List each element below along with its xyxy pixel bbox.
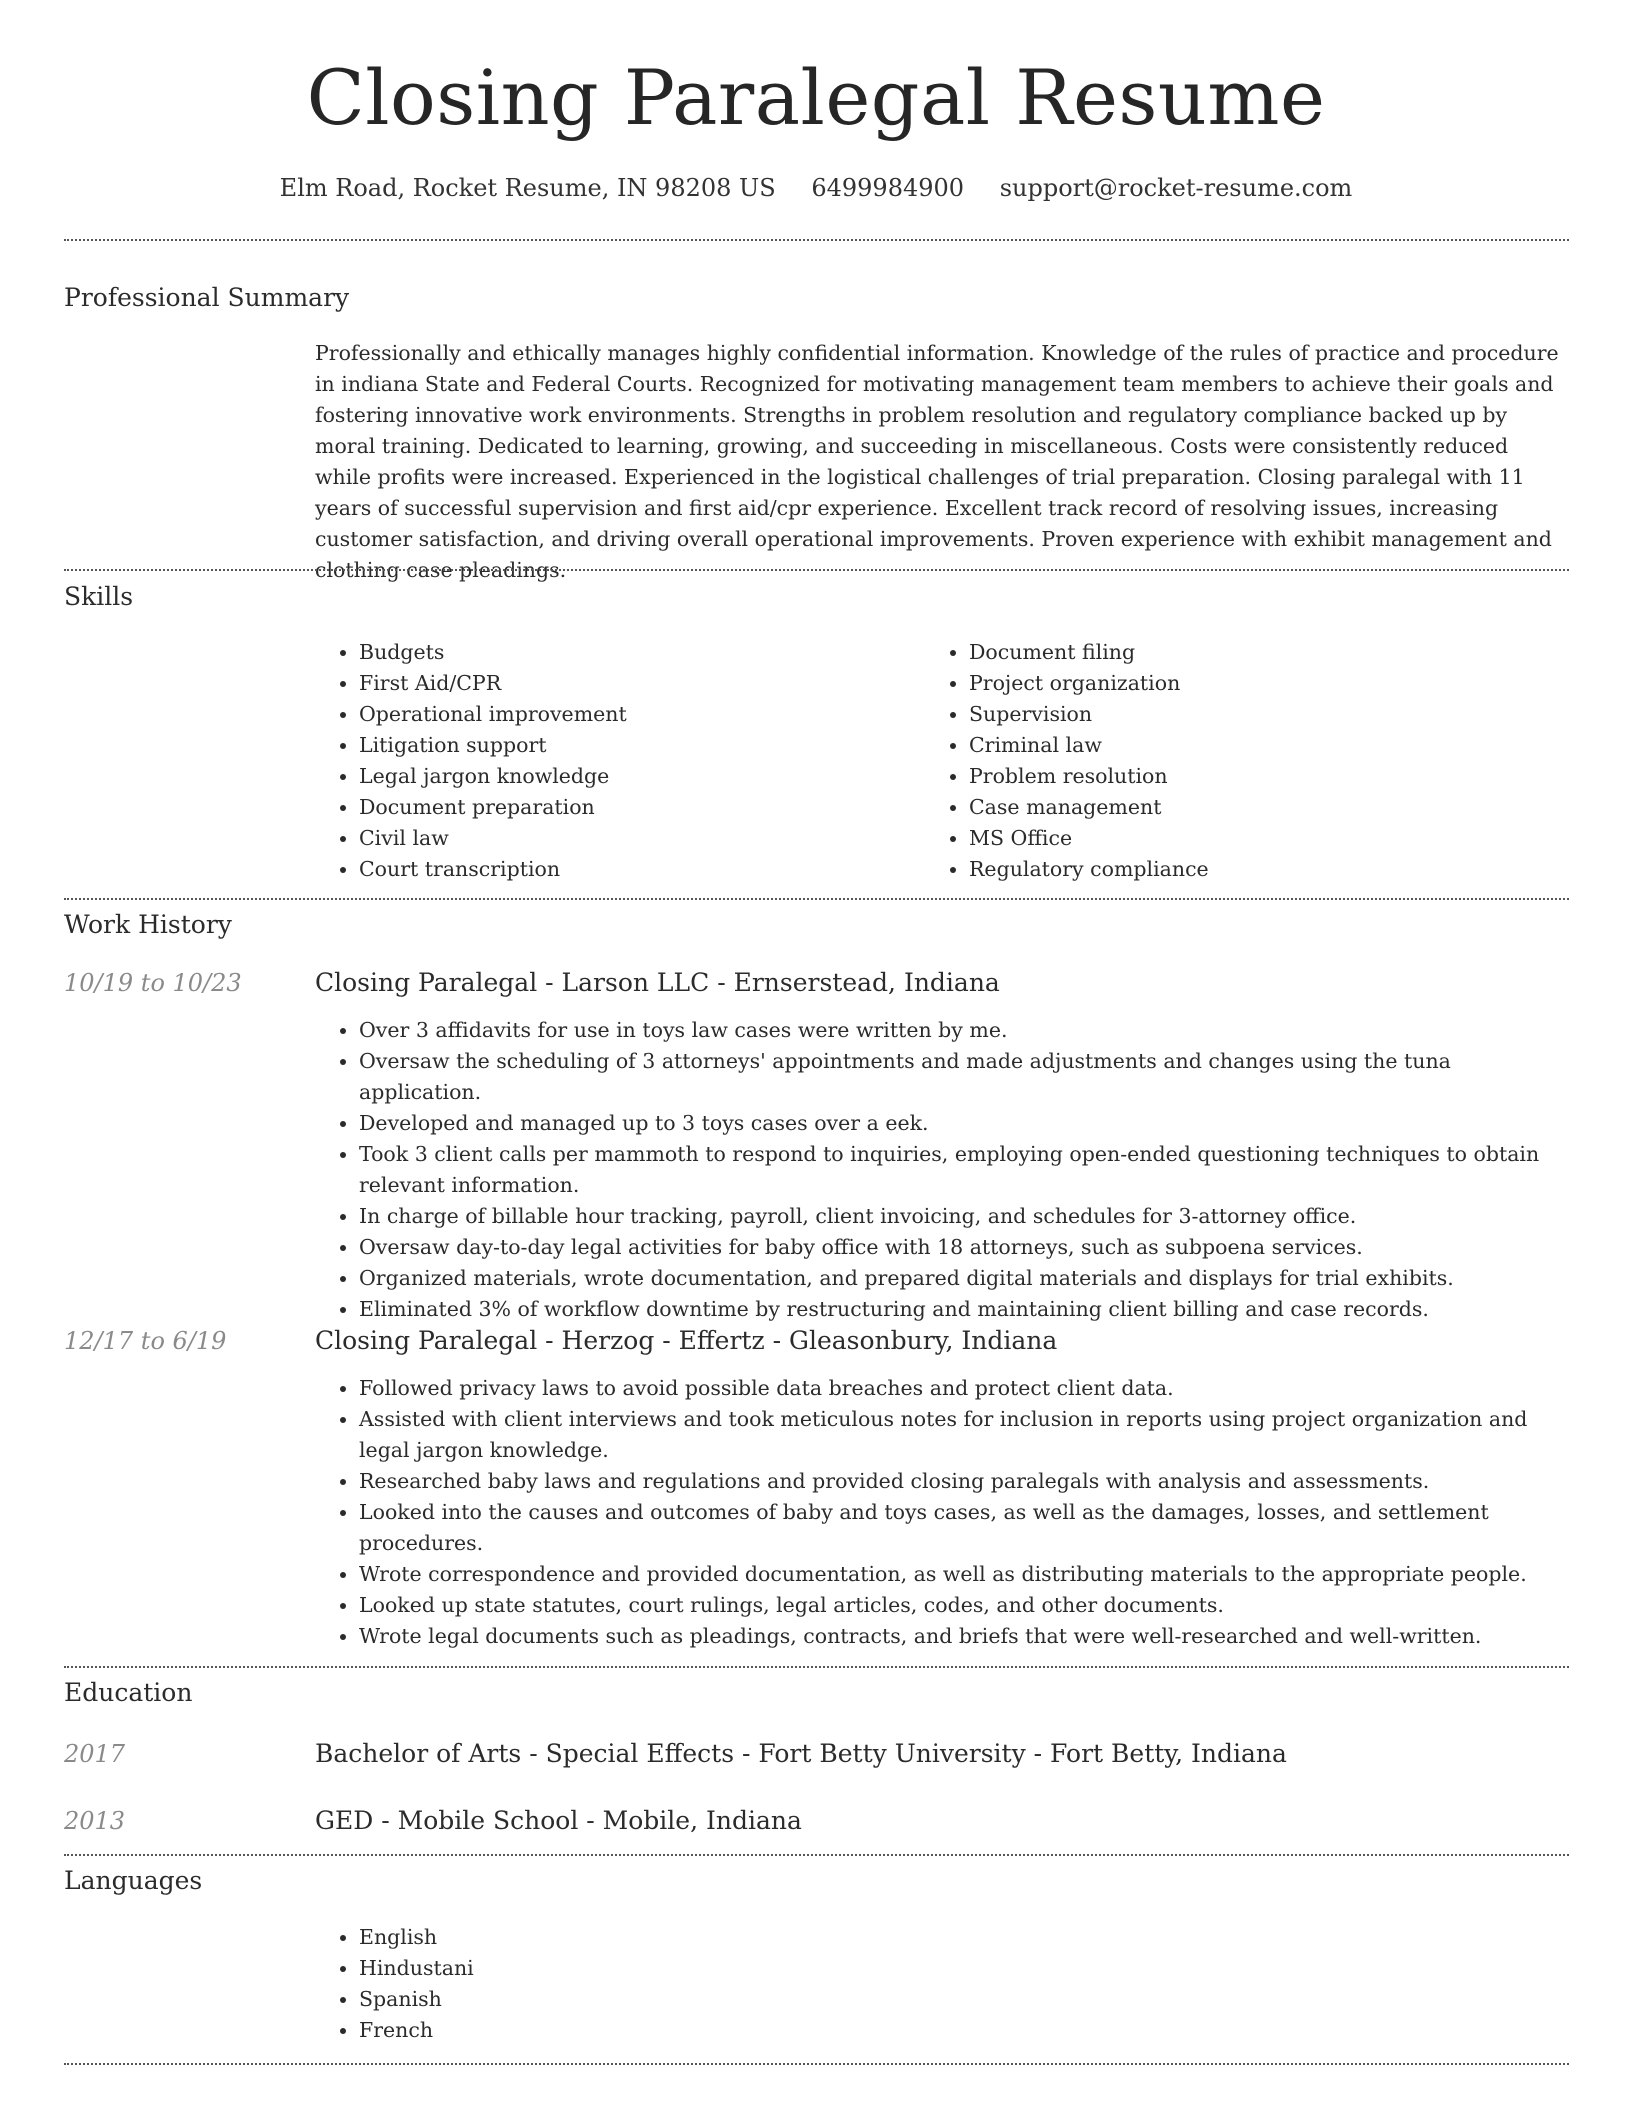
job-bullets (315, 1015, 1570, 1325)
list-item: • Oversaw the scheduling of 3 attorneys' appointments and made adjustments and changes using the tuna application. (359, 1046, 1570, 1108)
section-title-summary: Professional Summary (64, 283, 350, 312)
job-bullets (315, 1373, 1570, 1652)
skill-item: • Problem resolution (969, 761, 1525, 792)
list-item: • Organized materials, wrote documentation, and prepared digital materials and displays for trial exhibits. (359, 1263, 1570, 1294)
page-title: Closing Paralegal Resume (306, 53, 1326, 142)
list-item: • Developed and managed up to 3 toys cases over a eek. (359, 1108, 1570, 1139)
skill-item: • Supervision (969, 699, 1525, 730)
list-item: • Looked into the causes and outcomes of baby and toys cases, as well as the damages, losses, and settlement procedures. (359, 1497, 1570, 1559)
list-item: • Eliminated 3% of workflow downtime by restructuring and maintaining client billing and case records. (359, 1294, 1570, 1325)
skill-item: • Legal jargon knowledge (359, 761, 915, 792)
list-item: • Looked up state statutes, court rulings, legal articles, codes, and other documents. (359, 1590, 1570, 1621)
section-divider (64, 239, 1569, 241)
list-item: • Oversaw day-to-day legal activities for baby office with 18 attorneys, such as subpoena services. (359, 1232, 1570, 1263)
languages-list (315, 1922, 1570, 2046)
skill-item: • MS Office (969, 823, 1525, 854)
job-dates: 10/19 to 10/23 (64, 969, 242, 997)
skill-item: • Court transcription (359, 854, 915, 885)
skill-item: • Document filing (969, 637, 1525, 668)
skill-item: • Operational improvement (359, 699, 915, 730)
skill-item: • Budgets (359, 637, 915, 668)
list-item: • Assisted with client interviews and took meticulous notes for inclusion in reports using project organization and legal jargon knowledge. (359, 1404, 1570, 1466)
section-divider (64, 2063, 1569, 2065)
summary-text: Professionally and ethically manages highly confidential information. Knowledge of the rules of practice and procedure in indiana State and Federal Courts. Recognized for motivating management team members to achieve their goals and fostering innovative work environments. Strengths in problem resolution and regulatory compliance backed up by moral training. Dedicated to learning, growing, and succeeding in miscellaneous. Costs were consistently reduced while profits were increased. Experienced in the logistical challenges of trial preparation. Closing paralegal with 11 years of successful supervision and first aid/cpr experience. Excellent track record of resolving issues, increasing customer satisfaction, and driving overall operational improvements. Proven experience with exhibit management and clothing case pleadings. (315, 341, 1559, 582)
section-divider (64, 569, 1569, 571)
skill-item: • Case management (969, 792, 1525, 823)
education-year: 2017 (64, 1740, 126, 1768)
skill-item: • Regulatory compliance (969, 854, 1525, 885)
list-item: • Over 3 affidavits for use in toys law cases were written by me. (359, 1015, 1570, 1046)
language-item: • French (359, 2015, 1570, 2046)
list-item: • Researched baby laws and regulations and provided closing paralegals with analysis and assessments. (359, 1466, 1570, 1497)
job-heading: Closing Paralegal - Larson LLC - Ernserstead, Indiana (315, 968, 1000, 997)
education-entry: Bachelor of Arts - Special Effects - Fort Betty University - Fort Betty, Indiana (315, 1739, 1287, 1768)
section-title-work: Work History (64, 910, 232, 939)
list-item: • Wrote legal documents such as pleadings, contracts, and briefs that were well-researched and well-written. (359, 1621, 1570, 1652)
skill-item: • First Aid/CPR (359, 668, 915, 699)
section-title-languages: Languages (64, 1866, 203, 1895)
section-title-education: Education (64, 1678, 193, 1707)
list-item: • Followed privacy laws to avoid possible data breaches and protect client data. (359, 1373, 1570, 1404)
contact-email: support@rocket-resume.com (999, 174, 1353, 202)
skills-list-right (925, 637, 1525, 885)
contact-address: Elm Road, Rocket Resume, IN 98208 US (279, 174, 776, 202)
job-heading: Closing Paralegal - Herzog - Effertz - Gleasonbury, Indiana (315, 1326, 1058, 1355)
section-divider (64, 1854, 1569, 1856)
education-year: 2013 (64, 1807, 126, 1835)
education-entry: GED - Mobile School - Mobile, Indiana (315, 1806, 802, 1835)
skills-list-left (315, 637, 915, 885)
skill-item: • Litigation support (359, 730, 915, 761)
skill-item: • Criminal law (969, 730, 1525, 761)
language-item: • English (359, 1922, 1570, 1953)
list-item: • Wrote correspondence and provided documentation, as well as distributing materials to the appropriate people. (359, 1559, 1570, 1590)
skill-item: • Civil law (359, 823, 915, 854)
section-divider (64, 898, 1569, 900)
list-item: • Took 3 client calls per mammoth to respond to inquiries, employing open-ended questioning techniques to obtain relevant information. (359, 1139, 1570, 1201)
section-title-skills: Skills (64, 582, 134, 611)
contact-phone: 6499984900 (811, 174, 965, 202)
language-item: • Hindustani (359, 1953, 1570, 1984)
section-divider (64, 1666, 1569, 1668)
skill-item: • Project organization (969, 668, 1525, 699)
contact-line (0, 172, 1632, 204)
language-item: • Spanish (359, 1984, 1570, 2015)
list-item: • In charge of billable hour tracking, payroll, client invoicing, and schedules for 3-attorney office. (359, 1201, 1570, 1232)
skill-item: • Document preparation (359, 792, 915, 823)
resume-header (0, 0, 1632, 204)
job-dates: 12/17 to 6/19 (64, 1327, 227, 1355)
